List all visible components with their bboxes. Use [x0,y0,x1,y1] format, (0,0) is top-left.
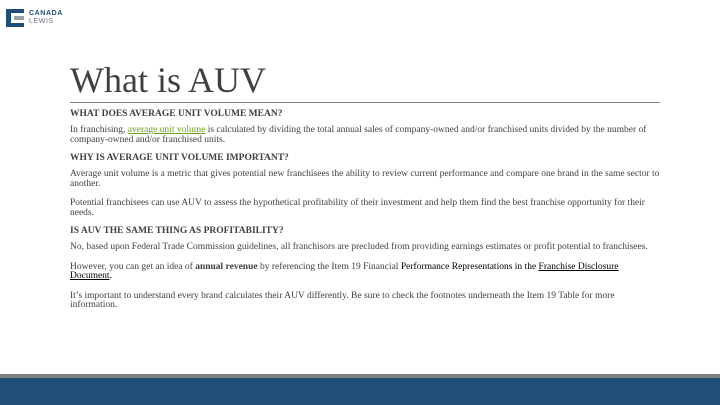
franchise-disclosure-document-link[interactable]: Franchise Disclosure Document [70,261,619,281]
page-title: What is AUV [70,60,660,103]
paragraph: Potential franchisees can use AUV to assess the hypothetical profitability of their investment and help them find the best franchise opportunity for their needs. [70,198,645,218]
section-importance [70,152,660,218]
section-profitability [70,225,660,311]
paragraph: However, you can get an idea of annual revenue by referencing the Item 19 Financial Performance Representations in the Franchise Disclosure Document. [70,261,619,281]
brand-line-2: LEWIS [29,18,54,25]
paragraph: In franchising, average unit volume is calculated by dividing the total annual sales of company-owned and/or franchised units divided by the number of company-owned and/or franchised units. [70,125,647,145]
brand-name [29,10,63,26]
paragraph: No, based upon Federal Trade Commission guidelines, all franchisors are precluded from providing earnings estimates or profit potential to franchisees. [70,242,648,252]
section-heading: IS AUV THE SAME THING AS PROFITABILITY? [70,226,284,236]
brand-line-1: CANADA [29,10,63,17]
brand-logo [6,8,63,28]
section-meaning [70,108,660,145]
bold-annual-revenue: annual revenue [195,261,258,272]
average-unit-volume-link[interactable]: average unit volume [127,125,206,135]
section-heading: WHY IS AVERAGE UNIT VOLUME IMPORTANT? [70,153,289,163]
section-heading: WHAT DOES AVERAGE UNIT VOLUME MEAN? [70,109,283,119]
footer-bar [0,378,720,405]
paragraph: Average unit volume is a metric that gives potential new franchisees the ability to review current performance and compare one brand in the same sector to another. [70,169,660,189]
slide-content [70,60,660,311]
logo-mark-icon [6,9,24,27]
paragraph: It’s important to understand every brand calculates their AUV differently. Be sure to check the footnotes underneath the Item 19 Table for more information. [70,290,615,310]
